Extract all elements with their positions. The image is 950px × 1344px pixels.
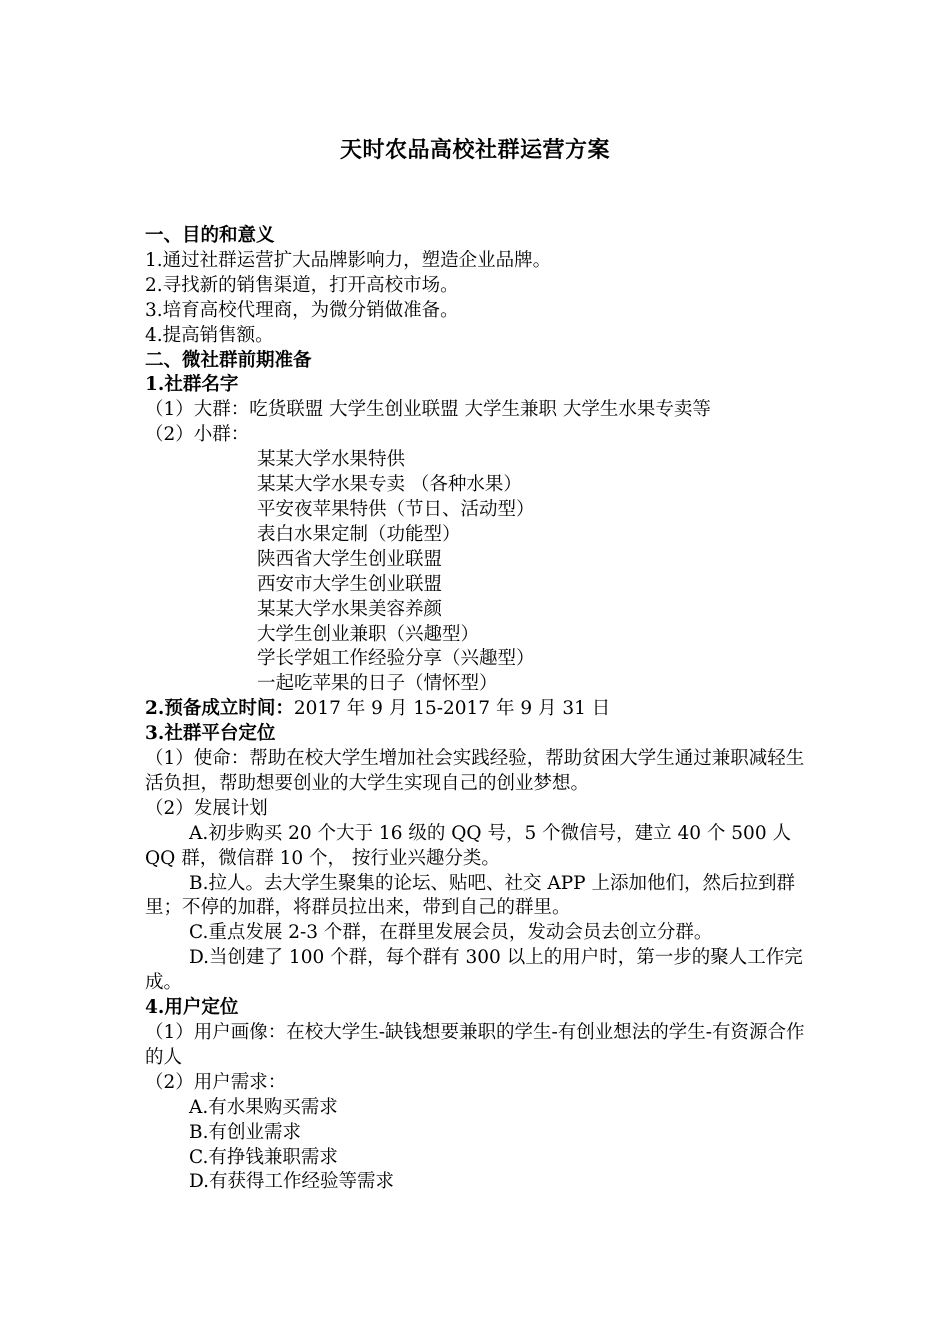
subheading-users: 4.用户定位 [145, 997, 239, 1019]
user-need-item: D.有获得工作经验等需求 [189, 1171, 395, 1193]
plan-item: B.拉人。去大学生聚集的论坛、贴吧、社交 APP 上添加他们，然后拉到群里；不停的加群，将群员拉出来，带到自己的群里。 [145, 872, 795, 919]
prep-time-label: 2.预备成立时间： [145, 698, 294, 720]
user-portrait-paragraph: （1）用户画像：在校大学生-缺钱想要兼职的学生-有创业想法的学生-有资源合作的人 [145, 1022, 805, 1068]
prep-time-line [145, 697, 810, 722]
plan-item: C.重点发展 2-3 个群，在群里发展会员，发动会员去创立分群。 [189, 922, 713, 944]
plan-label: （2）发展计划 [145, 797, 268, 819]
section-heading-purpose: 一、目的和意义 [145, 225, 275, 246]
purpose-item: 3.培育高校代理商，为微分销做准备。 [145, 299, 459, 321]
small-group-item: 某某大学水果美容养颜 [257, 598, 443, 620]
user-need-item: B.有创业需求 [189, 1121, 301, 1143]
prep-time-value: 2017 年 9 月 15-2017 年 9 月 31 日 [293, 698, 611, 720]
small-group-item: 某某大学水果特供 [257, 449, 406, 471]
big-group-paragraph: （1）大群：吃货联盟 大学生创业联盟 大学生兼职 大学生水果专卖等 [145, 399, 711, 421]
plan-item: A.初步购买 20 个大于 16 级的 QQ 号，5 个微信号，建立 40 个 500 人 QQ 群，微信群 10 个， 按行业兴趣分类。 [145, 822, 791, 869]
plan-item: D.当创建了 100 个群，每个群有 300 以上的用户时，第一步的聚人工作完成。 [145, 947, 803, 994]
small-group-item: 表白水果定制（功能型） [257, 523, 461, 545]
small-group-item: 某某大学水果专卖 （各种水果） [257, 474, 522, 496]
small-group-item: 西安市大学生创业联盟 [257, 573, 443, 595]
small-group-item: 平安夜苹果特供（节日、活动型） [257, 498, 535, 520]
section-heading-preparation: 二、微社群前期准备 [145, 349, 312, 371]
purpose-item: 1.通过社群运营扩大品牌影响力，塑造企业品牌。 [145, 249, 552, 271]
small-group-item: 大学生创业兼职（兴趣型） [257, 623, 480, 645]
document-title: 天时农品高校社群运营方案 [339, 137, 610, 163]
mission-paragraph: （1）使命：帮助在校大学生增加社会实践经验，帮助贫困大学生通过兼职减轻生活负担，帮助想要创业的大学生实现自己的创业梦想。 [145, 748, 805, 794]
small-group-item: 陕西省大学生创业联盟 [257, 548, 443, 570]
subheading-positioning: 3.社群平台定位 [145, 723, 276, 745]
small-group-label: （2）小群： [145, 424, 250, 446]
purpose-item: 4.提高销售额。 [145, 324, 274, 346]
subheading-group-name: 1.社群名字 [145, 374, 239, 396]
small-group-item: 一起吃苹果的日子（情怀型） [257, 673, 498, 695]
purpose-item: 2.寻找新的销售渠道，打开高校市场。 [145, 274, 459, 296]
user-need-item: C.有挣钱兼职需求 [189, 1146, 338, 1168]
small-group-item: 学长学姐工作经验分享（兴趣型） [257, 648, 535, 670]
user-needs-label: （2）用户需求： [145, 1071, 287, 1093]
document-body [145, 224, 810, 1195]
user-need-item: A.有水果购买需求 [189, 1096, 338, 1118]
